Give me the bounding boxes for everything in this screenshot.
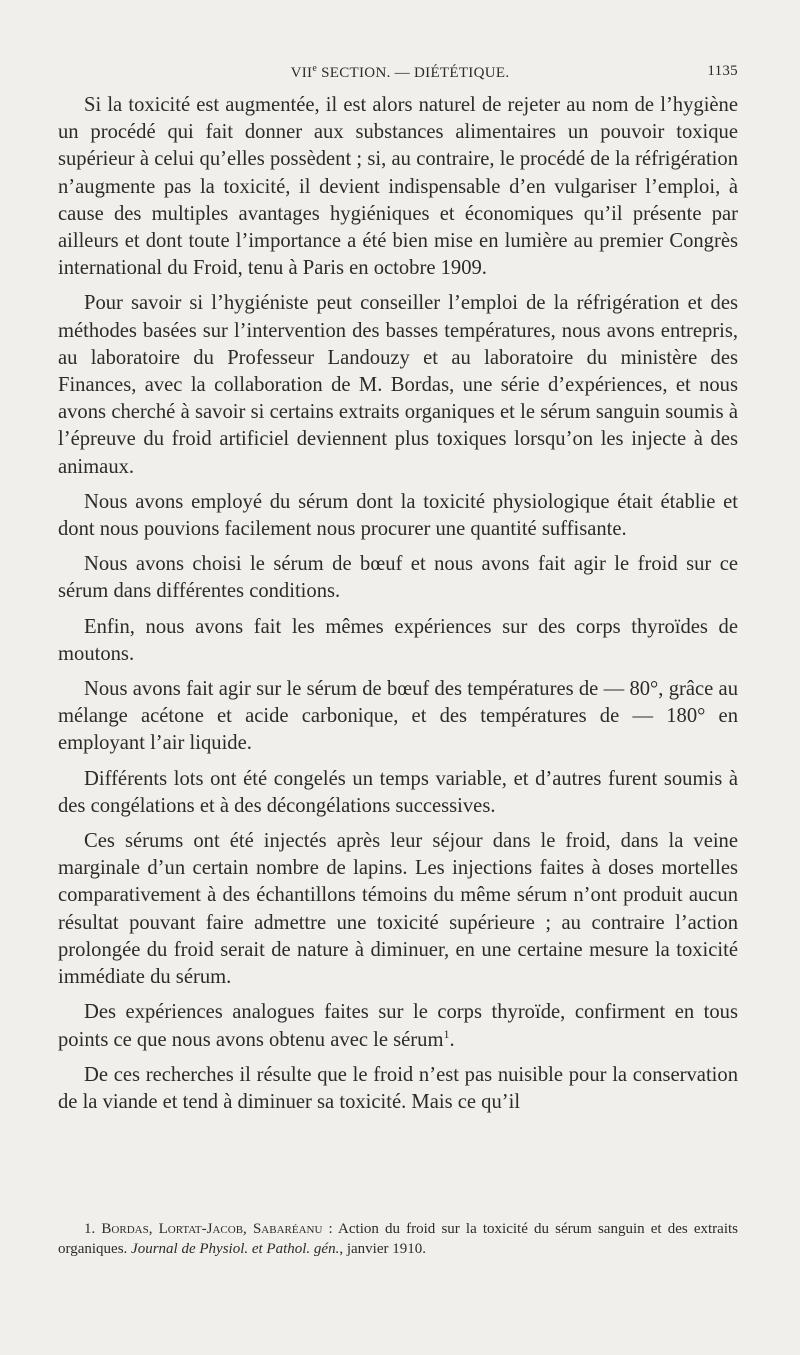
footnote-date: , janvier 1910. <box>339 1241 426 1257</box>
footnote-journal: Journal de Physiol. et Pathol. gén. <box>131 1241 340 1257</box>
running-head-title <box>0 63 800 82</box>
paragraph-with-note: Des expériences analogues faites sur le corps thyroïde, confirment en tous points ce que nous avons obtenu avec le sérum$^1$. <box>58 1001 738 1051</box>
paragraph: Pour savoir si l’hygiéniste peut conseiller l’emploi de la réfrigération et des méthodes basées sur l’intervention des basses températures, nous avons entrepris, au laboratoire du Professeur Landouzy et au laboratoire du ministère des Finances, avec la collaboration de M. Bordas, une série d’expériences, et nous avons cherché à savoir si certains extraits organiques et le sérum sanguin soumis à l’épreuve du froid artificiel deviennent plus toxiques lorsqu’on les injecte à des animaux. <box>58 292 738 478</box>
paragraph: Différents lots ont été congelés un temps variable, et d’autres furent soumis à des congélations et à des décongélations successives. <box>58 767 738 817</box>
footnote-authors: Bordas, Lortat-Jacob, Sabaréanu <box>101 1221 323 1237</box>
running-header <box>0 63 800 87</box>
footnote-separator: : <box>322 1221 339 1237</box>
footnote <box>58 1219 738 1259</box>
body-text <box>58 92 738 1124</box>
paragraph: De ces recherches il résulte que le froid n’est pas nuisible pour la conservation de la viande et tend à diminuer sa toxicité. Mais ce qu’il <box>58 1063 738 1113</box>
paragraph: Ces sérums ont été injectés après leur séjour dans le froid, dans la veine marginale d’un certain nombre de lapins. Les injections faites à doses mortelles comparativement à des échantillons témoins du même sérum n’ont produit aucun résultat pouvant faire admettre une toxicité supérieure ; au contraire l’action prolongée du froid serait de nature à diminuer, en une certaine mesure la toxicité immédiate du sérum. <box>58 830 738 989</box>
paragraph-text: Des expériences analogues faites sur le corps thyroïde, confirment en tous points ce que nous avons obtenu avec le sérum <box>58 1001 738 1051</box>
paragraph: Nous avons choisi le sérum de bœuf et nous avons fait agir le froid sur ce sérum dans différentes conditions. <box>58 553 738 603</box>
section-numeral-suffix: e <box>312 63 318 74</box>
paragraph: Enfin, nous avons fait les mêmes expériences sur des corps thyroïdes de moutons. <box>58 615 738 665</box>
page-number: 1135 <box>707 63 738 79</box>
section-title: SECTION. — DIÉTÉTIQUE. <box>317 65 510 81</box>
paragraph: Si la toxicité est augmentée, il est alors naturel de rejeter au nom de l’hygiène un procédé qui fait donner aux substances alimentaires un pouvoir toxique supérieur à celui qu’elles possèdent ; si, au contraire, le procédé de la réfrigération n’augmente pas la toxicité, il devient indispensable d’en vulgariser l’emploi, à cause des multiples avantages hygiéniques et économiques qu’il présente par ailleurs et dont toute l’importance a été bien mise en lumière au premier Congrès international du Froid, tenu à Paris en octobre 1909. <box>58 94 738 280</box>
footnote-number: 1. <box>84 1221 96 1237</box>
footnote-title: Action du froid sur la toxicité du sérum sanguin et des extraits organiques. <box>58 1221 739 1257</box>
paragraph: Nous avons employé du sérum dont la toxicité physiologique était établie et dont nous pouvions facilement nous procurer une quantité suffisante. <box>58 490 738 541</box>
footnote-reference: 1 <box>443 1026 450 1041</box>
section-numeral: VII <box>290 65 313 81</box>
paragraph: Nous avons fait agir sur le sérum de bœuf des températures de — 80°, grâce au mélange acétone et acide carbonique, et des températures de — 180° en employant l’air liquide. <box>58 678 738 755</box>
